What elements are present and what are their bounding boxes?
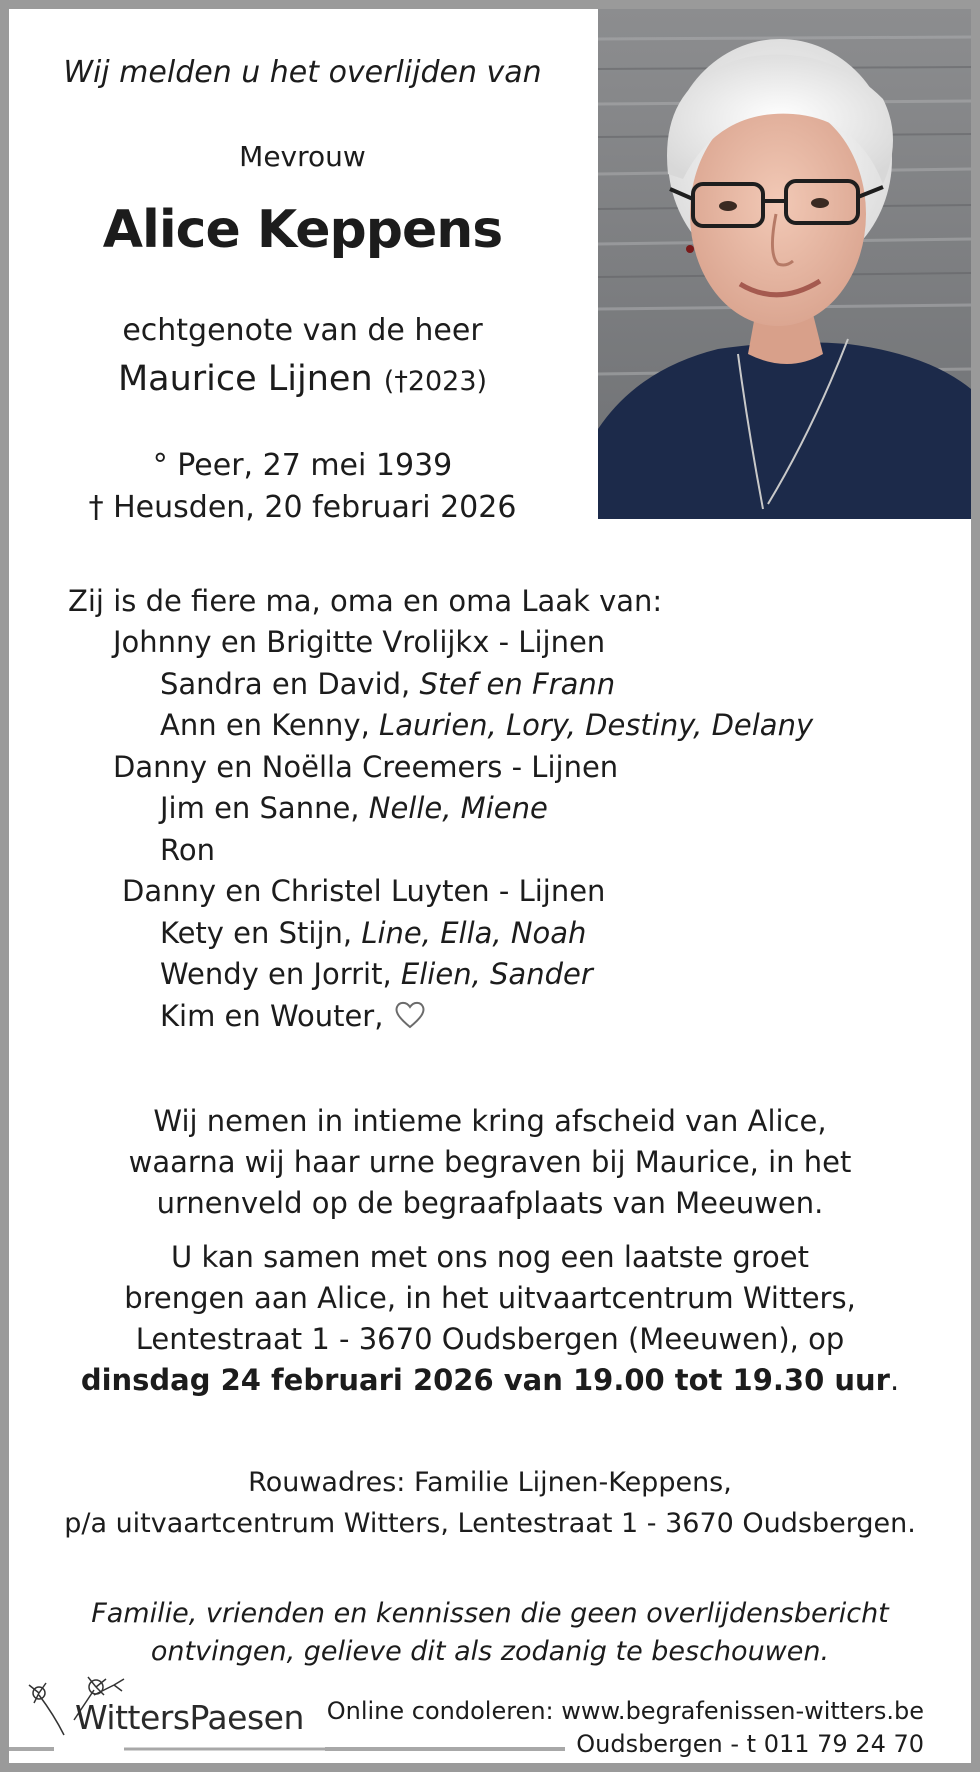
- notice-line: ontvingen, gelieve dit als zodanig te beschouwen.: [150, 1636, 830, 1667]
- portrait-image: [598, 9, 971, 519]
- family-line: Sandra en David, Stef en Frann: [160, 667, 616, 701]
- family-line: Kim en Wouter,: [160, 999, 427, 1033]
- visitation-datetime: dinsdag 24 februari 2026 van 19.00 tot 19.30 uur: [80, 1363, 890, 1397]
- spouse-death-year: (†2023): [383, 366, 488, 397]
- farewell-p1-line: waarna wij haar urne begraven bij Maurice, in het: [128, 1145, 852, 1179]
- family-line: Danny en Christel Luyten - Lijnen: [122, 874, 606, 908]
- address-line: p/a uitvaartcentrum Witters, Lentestraat 1 - 3670 Oudsbergen.: [64, 1508, 916, 1539]
- family-line: Ron: [160, 833, 215, 867]
- logo-wordmark: WittersPaesen: [75, 1698, 304, 1737]
- farewell-p1-line: urnenveld op de begraafplaats van Meeuwen.: [156, 1186, 824, 1220]
- farewell-p2-line: Lentestraat 1 - 3670 Oudsbergen (Meeuwen), op: [135, 1322, 845, 1356]
- visitation-line: dinsdag 24 februari 2026 van 19.00 tot 19.30 uur.: [80, 1363, 900, 1397]
- address-line: Rouwadres: Familie Lijnen-Keppens,: [248, 1467, 732, 1498]
- intro-text: Wij melden u het overlijden van: [63, 55, 542, 90]
- farewell-p1-line: Wij nemen in intieme kring afscheid van Alice,: [153, 1104, 827, 1138]
- family-line: Johnny en Brigitte Vrolijkx - Lijnen: [113, 625, 606, 659]
- family-line: Jim en Sanne, Nelle, Miene: [160, 791, 548, 825]
- family-line: Kety en Stijn, Line, Ella, Noah: [160, 916, 587, 950]
- family-line: Danny en Noëlla Creemers - Lijnen: [113, 750, 619, 784]
- family-line: Wendy en Jorrit, Elien, Sander: [160, 957, 593, 991]
- spouse-name: Maurice Lijnen: [117, 359, 373, 399]
- contact-line: Oudsbergen - t 011 79 24 70: [576, 1730, 924, 1758]
- footer-rule-mid: [325, 1747, 565, 1751]
- death-info: † Heusden, 20 februari 2026: [88, 490, 517, 525]
- online-condolences: Online condoleren: www.begrafenissen-witters.be: [326, 1697, 924, 1725]
- deceased-name: Alice Keppens: [102, 200, 503, 260]
- family-intro: Zij is de fiere ma, oma en oma Laak van:: [68, 584, 663, 618]
- footer-rule-left: [9, 1747, 54, 1751]
- heart-icon: [393, 1000, 427, 1030]
- honorific: Mevrouw: [239, 140, 366, 173]
- portrait-photo: [598, 9, 971, 519]
- farewell-p2-line: brengen aan Alice, in het uitvaartcentrum Witters,: [124, 1281, 856, 1315]
- family-line: Ann en Kenny, Laurien, Lory, Destiny, Delany: [160, 708, 814, 742]
- spouse-line: [30, 359, 575, 399]
- birth-info: ° Peer, 27 mei 1939: [152, 448, 453, 483]
- spouse-intro: echtgenote van de heer: [122, 313, 483, 348]
- notice-line: Familie, vrienden en kennissen die geen overlijdensbericht: [91, 1598, 889, 1629]
- farewell-p2-line: U kan samen met ons nog een laatste groet: [171, 1240, 809, 1274]
